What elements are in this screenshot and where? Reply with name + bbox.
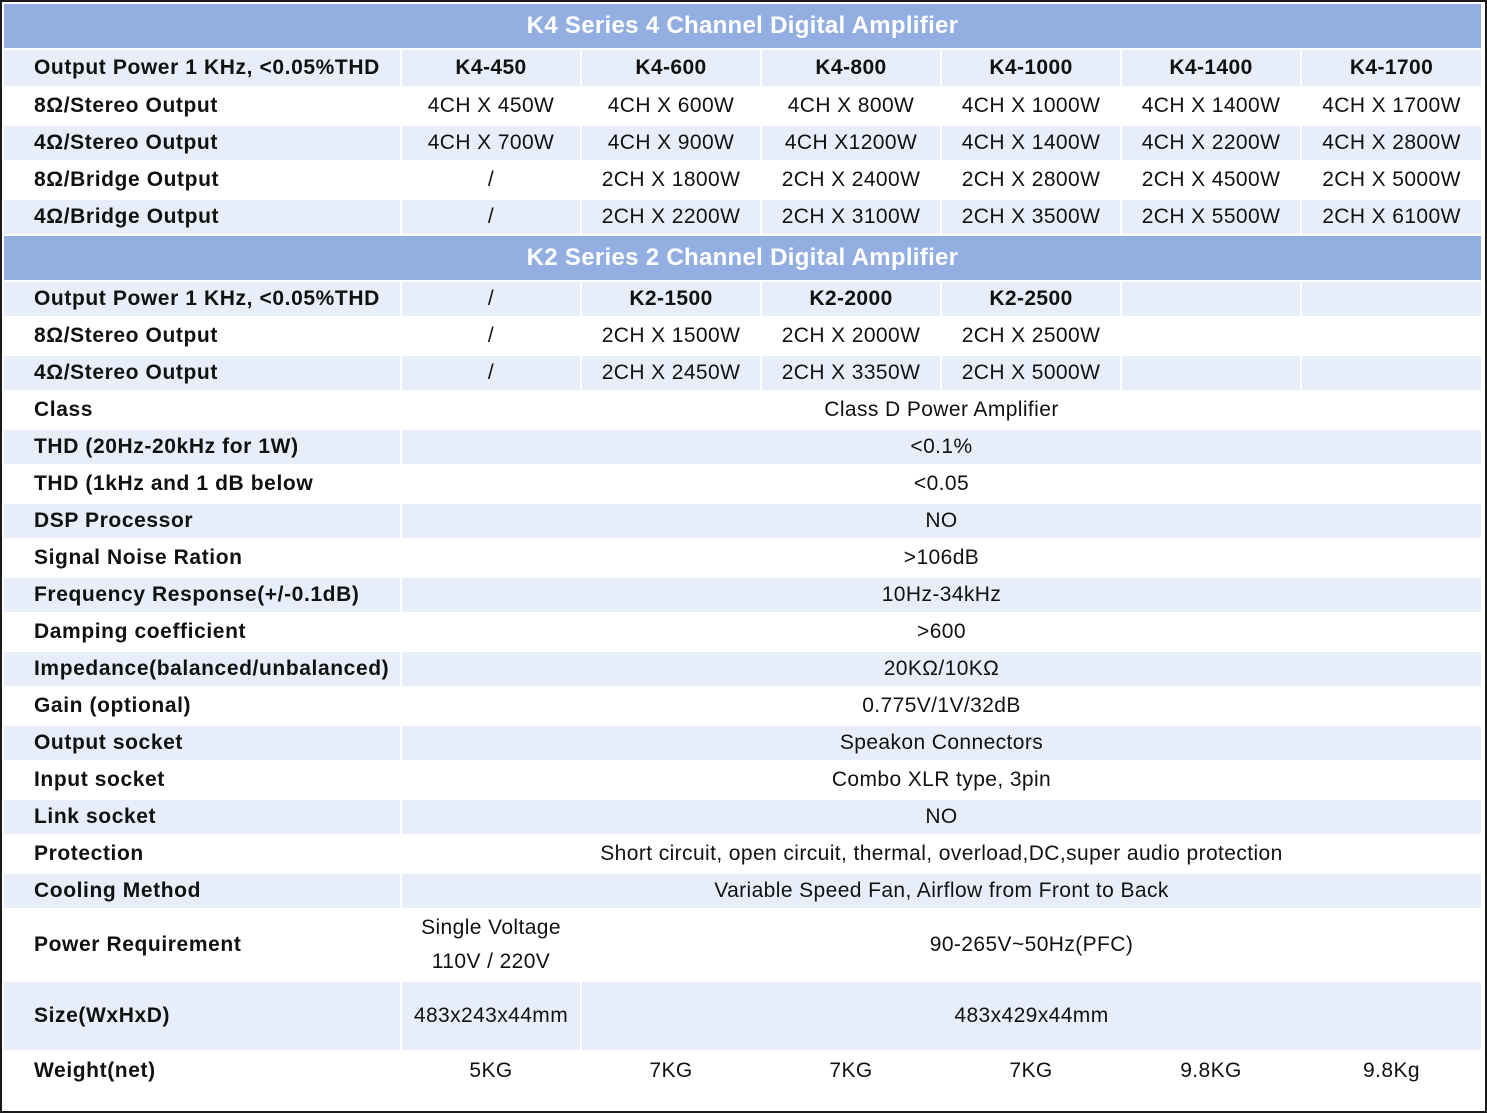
k2-model-header-row (4, 282, 1481, 316)
table-row (4, 200, 1481, 234)
cell-value: 2CH X 4500W (1122, 162, 1300, 198)
k2-model-3: K2-2000 (762, 282, 940, 316)
table-row (4, 318, 1481, 354)
cell-value: 4CH X 700W (402, 126, 580, 160)
cell-value: >600 (402, 614, 1481, 650)
cell-value: 4CH X 1400W (942, 126, 1120, 160)
row-label: THD (1kHz and 1 dB below (4, 466, 400, 502)
table-row (4, 430, 1481, 464)
cell-value: Class D Power Amplifier (402, 392, 1481, 428)
cell-value: 2CH X 3100W (762, 200, 940, 234)
table-row (4, 126, 1481, 160)
table-row (4, 392, 1481, 428)
cell-value: / (402, 200, 580, 234)
table-row (4, 540, 1481, 576)
k2-model-4: K2-2500 (942, 282, 1120, 316)
row-label: Cooling Method (4, 874, 400, 908)
row-label: 4Ω/Stereo Output (4, 356, 400, 390)
cell-value: 2CH X 5500W (1122, 200, 1300, 234)
row-label: Power Requirement (4, 910, 400, 980)
k4-model-1: K4-450 (402, 50, 580, 86)
cell-value: 9.8KG (1122, 1052, 1300, 1090)
k4-model-3: K4-800 (762, 50, 940, 86)
cell-value (1122, 356, 1300, 390)
cell-value: 2CH X 2500W (942, 318, 1120, 354)
cell-value: 4CH X 1700W (1302, 88, 1481, 124)
cell-value: 4CH X1200W (762, 126, 940, 160)
cell-value: / (402, 162, 580, 198)
cell-value: 7KG (762, 1052, 940, 1090)
k4-header-label: Output Power 1 KHz, <0.05%THD (4, 50, 400, 86)
cell-value (1122, 318, 1300, 354)
cell-value: 483x243x44mm (402, 982, 580, 1050)
cell-value: Short circuit, open circuit, thermal, overload,DC,super audio protection (402, 836, 1481, 872)
cell-value: 2CH X 2800W (942, 162, 1120, 198)
cell-value: NO (402, 504, 1481, 538)
cell-value: 2CH X 1800W (582, 162, 760, 198)
table-row (4, 800, 1481, 834)
cell-value: <0.05 (402, 466, 1481, 502)
cell-value: 4CH X 600W (582, 88, 760, 124)
row-label: 4Ω/Bridge Output (4, 200, 400, 234)
cell-value: 0.775V/1V/32dB (402, 688, 1481, 724)
k4-model-5: K4-1400 (1122, 50, 1300, 86)
cell-value: / (402, 318, 580, 354)
cell-value: 5KG (402, 1052, 580, 1090)
cell-value: Speakon Connectors (402, 726, 1481, 760)
k4-model-4: K4-1000 (942, 50, 1120, 86)
row-label: Link socket (4, 800, 400, 834)
cell-value: 483x429x44mm (582, 982, 1481, 1050)
cell-value: 2CH X 2450W (582, 356, 760, 390)
cell-value: 7KG (582, 1052, 760, 1090)
row-label: 8Ω/Bridge Output (4, 162, 400, 198)
cell-value: >106dB (402, 540, 1481, 576)
k4-model-header-row (4, 50, 1481, 86)
cell-value (1302, 356, 1481, 390)
cell-value: NO (402, 800, 1481, 834)
row-label: Protection (4, 836, 400, 872)
cell-value: 4CH X 1400W (1122, 88, 1300, 124)
cell-value: <0.1% (402, 430, 1481, 464)
cell-value (1302, 318, 1481, 354)
row-label: Gain (optional) (4, 688, 400, 724)
k2-header-label: Output Power 1 KHz, <0.05%THD (4, 282, 400, 316)
table-row (4, 162, 1481, 198)
k4-model-6: K4-1700 (1302, 50, 1481, 86)
table-row (4, 1052, 1481, 1090)
row-label: Class (4, 392, 400, 428)
cell-value: 2CH X 3500W (942, 200, 1120, 234)
row-label: Impedance(balanced/unbalanced) (4, 652, 400, 686)
cell-value: 4CH X 2800W (1302, 126, 1481, 160)
table-row (4, 982, 1481, 1050)
table-row (4, 836, 1481, 872)
cell-value: 90-265V~50Hz(PFC) (582, 910, 1481, 980)
table-row (4, 504, 1481, 538)
cell-value: 4CH X 1000W (942, 88, 1120, 124)
table-row (4, 688, 1481, 724)
cell-value: 2CH X 2000W (762, 318, 940, 354)
k2-model-2: K2-1500 (582, 282, 760, 316)
table-row (4, 726, 1481, 760)
table-row (4, 652, 1481, 686)
spec-table (2, 2, 1483, 1092)
row-label: 4Ω/Stereo Output (4, 126, 400, 160)
cell-value: 4CH X 450W (402, 88, 580, 124)
k2-model-5 (1122, 282, 1300, 316)
row-label: Weight(net) (4, 1052, 400, 1090)
k2-model-1: / (402, 282, 580, 316)
cell-value (402, 910, 580, 980)
row-label: THD (20Hz-20kHz for 1W) (4, 430, 400, 464)
table-row (4, 466, 1481, 502)
row-label: 8Ω/Stereo Output (4, 88, 400, 124)
cell-value: 7KG (942, 1052, 1120, 1090)
row-label: Signal Noise Ration (4, 540, 400, 576)
cell-value: 2CH X 5000W (1302, 162, 1481, 198)
cell-value: Combo XLR type, 3pin (402, 762, 1481, 798)
cell-value: 10Hz-34kHz (402, 578, 1481, 612)
table-row (4, 88, 1481, 124)
row-label: Size(WxHxD) (4, 982, 400, 1050)
k4-series-title-row (4, 4, 1481, 48)
row-label: DSP Processor (4, 504, 400, 538)
cell-value: 2CH X 1500W (582, 318, 760, 354)
k4-series-title: K4 Series 4 Channel Digital Amplifier (4, 4, 1481, 48)
table-row (4, 578, 1481, 612)
k2-model-6 (1302, 282, 1481, 316)
cell-value: 2CH X 2200W (582, 200, 760, 234)
power-line-2: 110V / 220V (431, 950, 551, 973)
table-row (4, 614, 1481, 650)
cell-value: 2CH X 6100W (1302, 200, 1481, 234)
cell-value: 4CH X 2200W (1122, 126, 1300, 160)
power-line-1: Single Voltage (421, 916, 561, 939)
k4-model-2: K4-600 (582, 50, 760, 86)
cell-value: 4CH X 900W (582, 126, 760, 160)
cell-value: / (402, 356, 580, 390)
k2-series-title: K2 Series 2 Channel Digital Amplifier (4, 236, 1481, 280)
row-label: Output socket (4, 726, 400, 760)
row-label: 8Ω/Stereo Output (4, 318, 400, 354)
cell-value: 2CH X 2400W (762, 162, 940, 198)
table-row (4, 356, 1481, 390)
row-label: Frequency Response(+/-0.1dB) (4, 578, 400, 612)
cell-value: 20KΩ/10KΩ (402, 652, 1481, 686)
row-label: Damping coefficient (4, 614, 400, 650)
row-label: Input socket (4, 762, 400, 798)
cell-value: 9.8Kg (1302, 1052, 1481, 1090)
k2-series-title-row (4, 236, 1481, 280)
table-row (4, 874, 1481, 908)
cell-value: 4CH X 800W (762, 88, 940, 124)
cell-value: 2CH X 5000W (942, 356, 1120, 390)
cell-value: 2CH X 3350W (762, 356, 940, 390)
table-row (4, 762, 1481, 798)
table-row (4, 910, 1481, 980)
cell-value: Variable Speed Fan, Airflow from Front to Back (402, 874, 1481, 908)
